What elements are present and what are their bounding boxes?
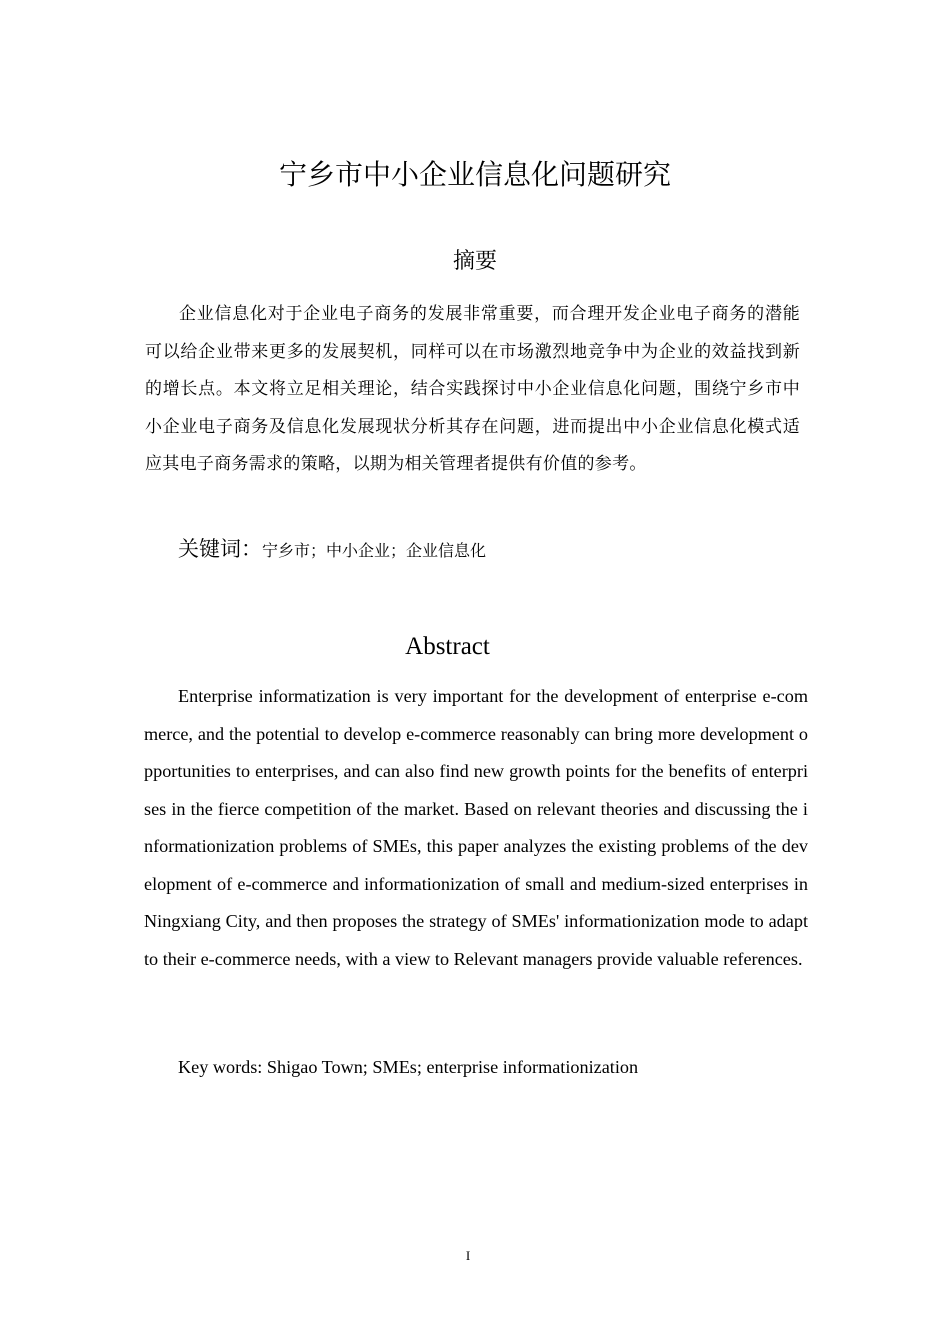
document-title: 宁乡市中小企业信息化问题研究 xyxy=(278,158,671,191)
keywords-cn-values: 宁乡市；中小企业；企业信息化 xyxy=(262,541,487,560)
abstract-cn-body: 企业信息化对于企业电子商务的发展非常重要，而合理开发企业电子商务的潜能可以给企业带来更多的发展契机，同样可以在市场激烈地竞争中为企业的效益找到新的增长点。本文将立足相关理论，结合实践探讨中小企业信息化问题，围绕宁乡市中小企业电子商务及信息化发展现状分析其存在问题，进而提出中小企业信息化模式适应其电子商务需求的策略，以期为相关管理者提供有价值的参考。 xyxy=(145,304,800,474)
abstract-en-body: Enterprise informatization is very important for the development of enterprise e-commerce, and the potential to develop e-commerce reasonably can bring more development opportunities to enterprises, and can also find new growth points for the benefits of enterprises in the fierce competition of the market. Based on relevant theories and discussing the informationization problems of SMEs, this paper analyzes the existing problems of the development of e-commerce and informationization of small and medium-sized enterprises in Ningxiang City, and then proposes the strategy of SMEs' informationization mode to adapt to their e-commerce needs, with a view to Relevant managers provide valuable references. xyxy=(144,686,808,969)
abstract-en-heading: Abstract xyxy=(405,633,490,660)
keywords-cn xyxy=(178,532,800,568)
keywords-en: Key words: Shigao Town; SMEs; enterprise informationization xyxy=(178,1057,639,1077)
page-number: I xyxy=(465,1248,471,1263)
keywords-cn-label: 关键词： xyxy=(178,537,262,561)
abstract-cn-heading: 摘要 xyxy=(452,249,497,274)
